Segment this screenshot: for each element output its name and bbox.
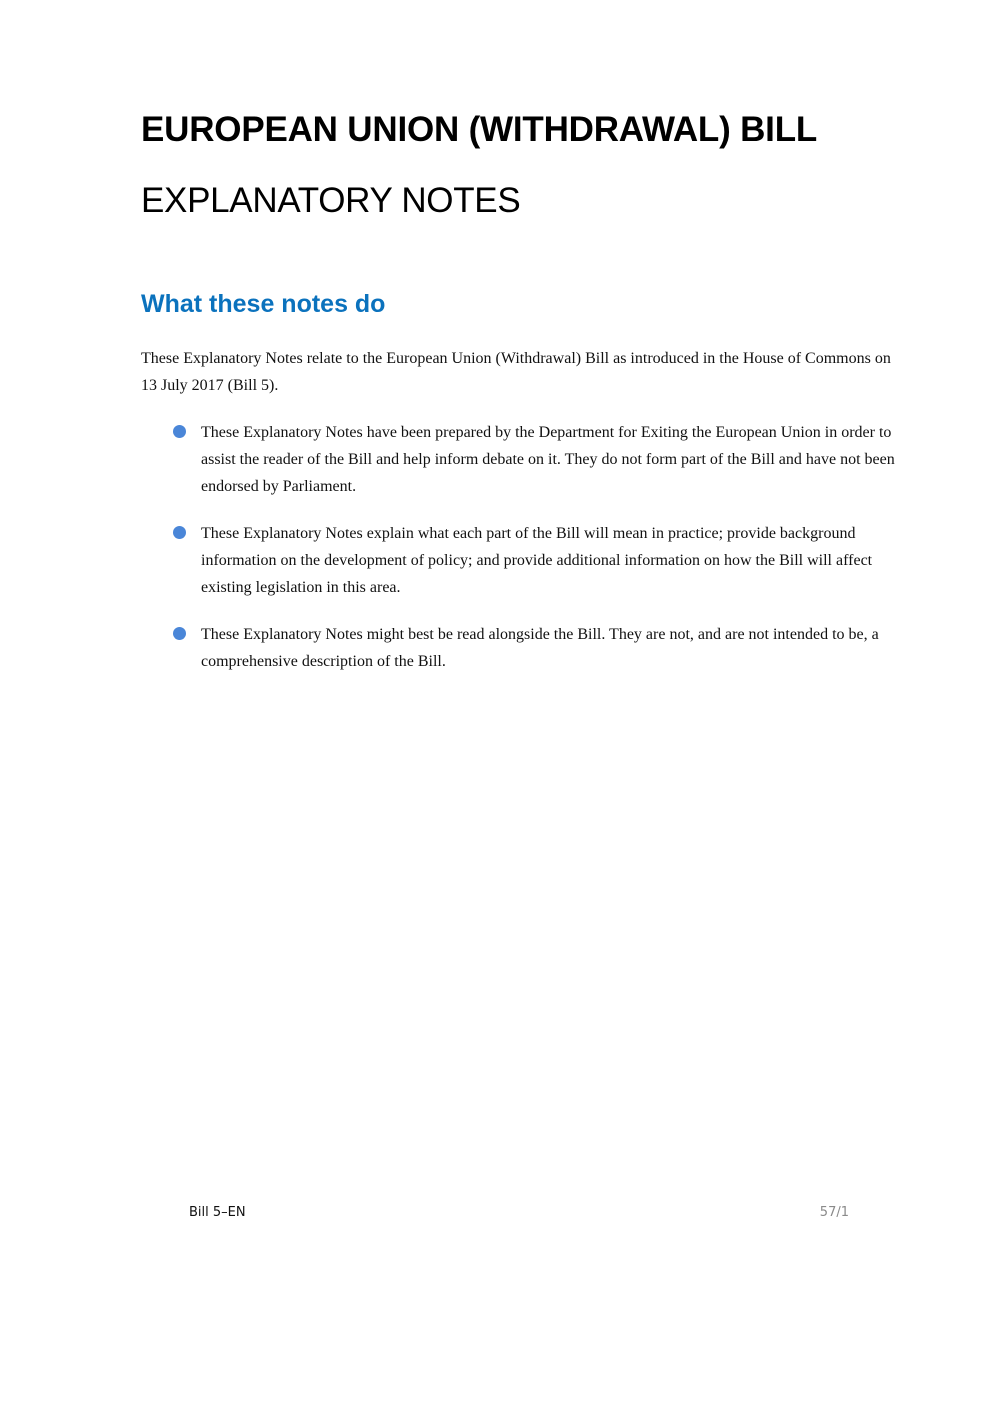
section-heading: What these notes do	[141, 290, 386, 318]
bullet-text: These Explanatory Notes explain what each part of the Bill will mean in practice; provide background information on the development of policy; and provide additional information on how the Bill will affect existing legislation in this area.	[201, 525, 873, 596]
bullet-item	[141, 520, 901, 601]
footer-page-code: 57/1	[819, 1205, 849, 1220]
intro-paragraph: These Explanatory Notes relate to the European Union (Withdrawal) Bill as introduced in the House of Commons on 13 July 2017 (Bill 5).	[141, 350, 891, 394]
document-title: EUROPEAN UNION (WITHDRAWAL) BILL	[141, 110, 818, 149]
bullet-text: These Explanatory Notes might best be read alongside the Bill. They are not, and are not intended to be, a comprehensive description of the Bill.	[201, 626, 879, 670]
bullet-item	[141, 419, 901, 500]
bullet-dot-icon	[173, 627, 186, 640]
footer-bill-reference: Bill 5–EN	[189, 1205, 246, 1220]
document-subtitle: EXPLANATORY NOTES	[141, 181, 521, 220]
bullet-dot-icon	[173, 526, 186, 539]
bullet-dot-icon	[173, 425, 186, 438]
bullet-item	[141, 621, 901, 675]
bullet-list	[141, 419, 901, 695]
bullet-text: These Explanatory Notes have been prepared by the Department for Exiting the European Union in order to assist the reader of the Bill and help inform debate on it. They do not form part of the Bill and have not been endorsed by Parliament.	[201, 424, 895, 495]
